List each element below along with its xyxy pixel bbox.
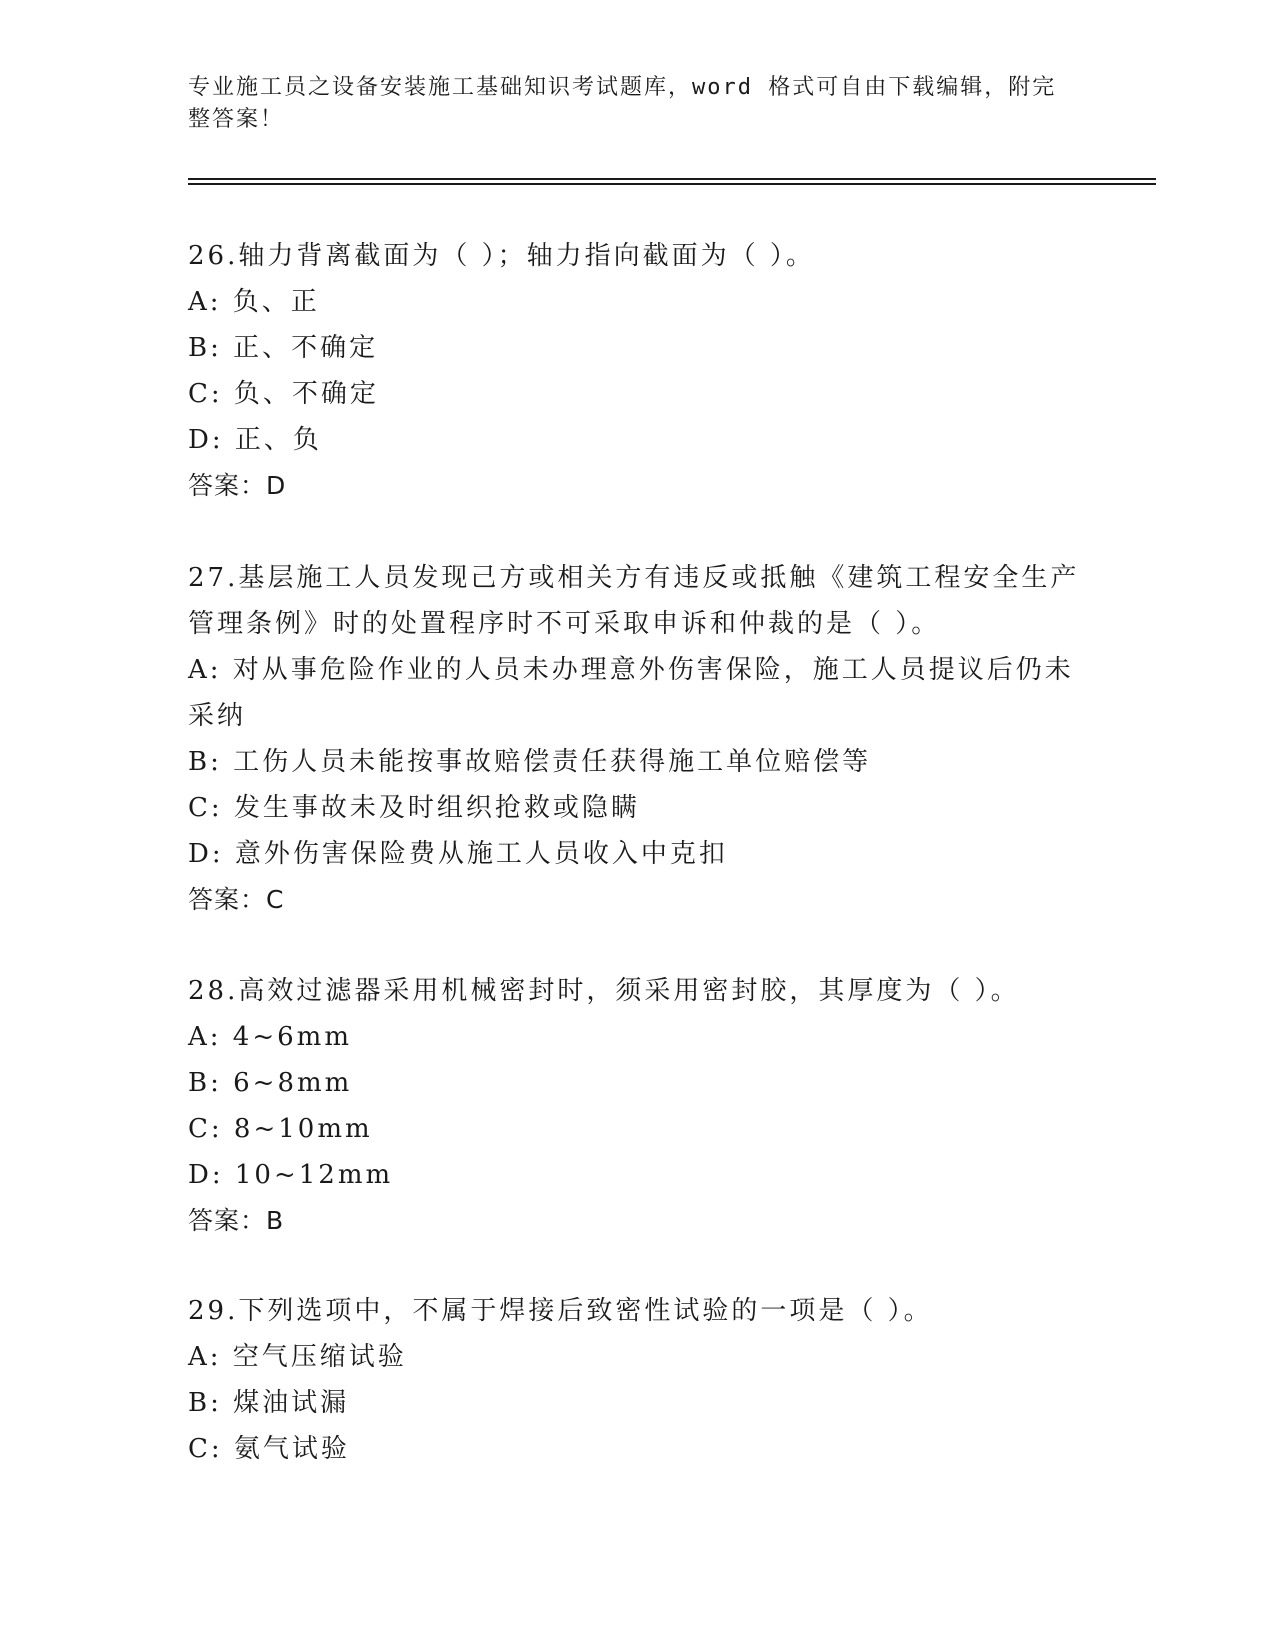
option-d: D: 10~12mm: [188, 1160, 394, 1190]
option-a: A: 负、正: [188, 287, 320, 317]
option-c: C: 负、不确定: [188, 379, 379, 409]
option-b: B: 工伤人员未能按事故赔偿责任获得施工单位赔偿等: [188, 747, 872, 777]
option-a: A: 4~6mm: [188, 1022, 352, 1052]
question-stem: 28.高效过滤器采用机械密封时，须采用密封胶，其厚度为（ ）。: [188, 976, 1020, 1006]
question-29: [188, 1288, 1088, 1472]
option-c: C: 氨气试验: [188, 1434, 350, 1464]
answer: 答案：D: [188, 471, 287, 500]
header-rule-bottom: [188, 183, 1156, 185]
answer: 答案：C: [188, 885, 285, 914]
question-stem: 26.轴力背离截面为（ ）；轴力指向截面为（ ）。: [188, 241, 815, 271]
question-28: [188, 968, 1088, 1244]
question-26: [188, 233, 1088, 509]
answer: 答案：B: [188, 1206, 285, 1235]
question-27: [188, 555, 1088, 923]
header-text: 专业施工员之设备安装施工基础知识考试题库，word 格式可自由下载编辑，附完整答案！: [188, 75, 1057, 132]
option-d: D: 意外伤害保险费从施工人员收入中克扣: [188, 839, 728, 869]
option-b: B: 6~8mm: [188, 1068, 353, 1098]
document-header: [188, 72, 1068, 136]
option-b: B: 煤油试漏: [188, 1388, 350, 1418]
question-stem: 29.下列选项中，不属于焊接后致密性试验的一项是（ ）。: [188, 1296, 933, 1326]
option-c: C: 发生事故未及时组织抢救或隐瞒: [188, 793, 640, 823]
question-stem: 27.基层施工人员发现己方或相关方有违反或抵触《建筑工程安全生产管理条例》时的处置程序时不可采取申诉和仲裁的是（ ）。: [188, 563, 1080, 639]
option-c: C: 8~10mm: [188, 1114, 373, 1144]
option-b: B: 正、不确定: [188, 333, 379, 363]
header-rule-top: [188, 178, 1156, 180]
option-a: A: 对从事危险作业的人员未办理意外伤害保险，施工人员提议后仍未采纳: [188, 655, 1074, 731]
option-d: D: 正、负: [188, 425, 322, 455]
option-a: A: 空气压缩试验: [188, 1342, 407, 1372]
